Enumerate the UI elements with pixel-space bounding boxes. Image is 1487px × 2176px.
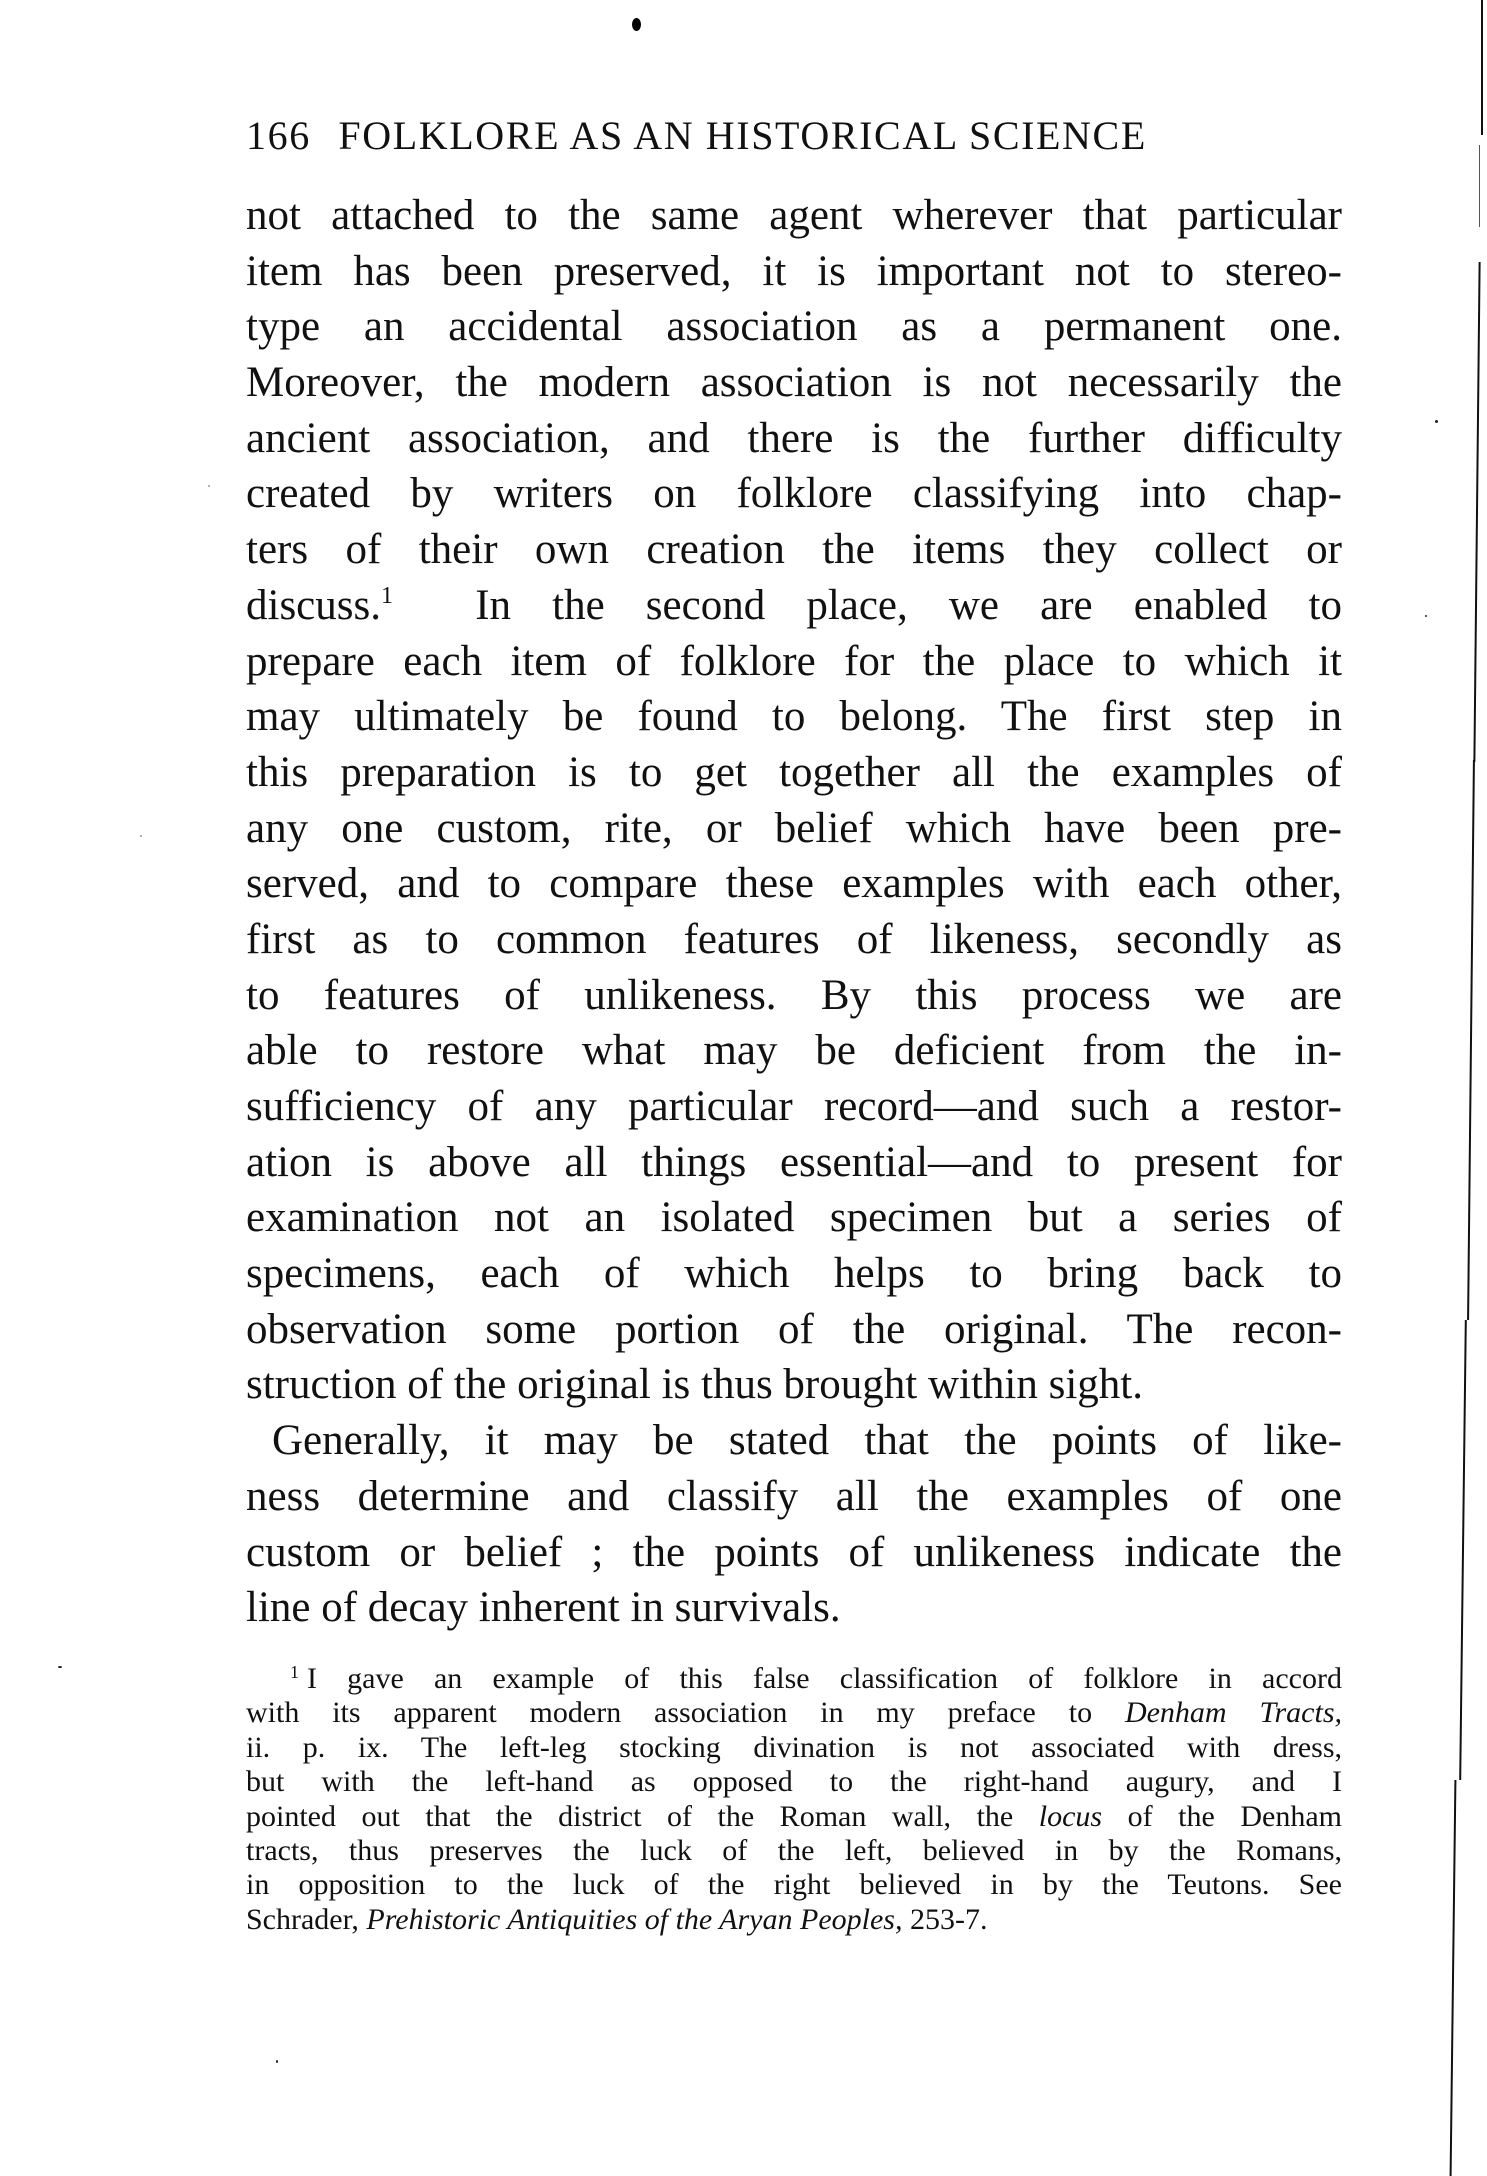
text-line: this preparation is to get together all the examples of (246, 748, 1342, 796)
text-line: sufficiency of any particular record—and such a restor- (246, 1083, 1342, 1130)
text-line: ters of their own creation the items they collect or (246, 526, 1342, 574)
text-fragment: pointed out that the district of the Roman wall, the (246, 1799, 1039, 1833)
page-edge-line (1473, 262, 1480, 762)
footnote-line (246, 1696, 1342, 1730)
scan-speck (276, 2060, 278, 2063)
body-text (246, 188, 1342, 1636)
text-line: served, and to compare these examples with each other, (246, 860, 1342, 908)
page-edge-line (1479, 145, 1480, 227)
scan-speck (140, 835, 142, 837)
footnote-line (246, 1800, 1342, 1834)
text-line: ancient association, and there is the further difficulty (246, 414, 1342, 462)
text-fragment: Schrader, (246, 1902, 367, 1936)
text-line: ation is above all things essential—and to present for (246, 1138, 1342, 1186)
footnote-line: tracts, thus preserves the luck of the left, believed in by the Romans, (246, 1833, 1342, 1867)
footnote-line: ii. p. ix. The left-leg stocking divination is not associated with dress, (246, 1730, 1342, 1764)
running-title: FOLKLORE AS AN HISTORICAL SCIENCE (338, 113, 1147, 158)
footnote-line (246, 1903, 1342, 1937)
text-line: to features of unlikeness. By this process we are (246, 971, 1342, 1019)
text-line: Generally, it may be stated that the points of like- (272, 1417, 1342, 1465)
text-line: type an accidental association as a permanent one. (246, 303, 1342, 351)
footnote-marker: 1 (290, 1662, 299, 1682)
italic-title: Denham Tracts, (1124, 1696, 1342, 1730)
text-line: ness determine and classify all the examples of one (246, 1472, 1342, 1520)
text-line: prepare each item of folklore for the place to which it (246, 637, 1342, 685)
text-line: struction of the original is thus brought within sight. (246, 1361, 1143, 1409)
text-line: any one custom, rite, or belief which have been pre- (246, 804, 1342, 852)
italic-title: Prehistoric Antiquities of the Aryan Peoples, (366, 1902, 903, 1936)
page-edge-line (1481, 0, 1483, 135)
text-line: may ultimately be found to belong. The first step in (246, 693, 1342, 741)
text-fragment: of the Denham (1102, 1799, 1342, 1833)
scan-speck (1435, 420, 1438, 423)
text-fragment: I gave an example of this false classification of folklore in accord (307, 1662, 1342, 1695)
page-edge-line (1467, 760, 1475, 1320)
text-line: not attached to the same agent wherever that particular (246, 192, 1342, 239)
text-line: Moreover, the modern association is not necessarily the (246, 359, 1342, 407)
text-line: specimens, each of which helps to bring back to (246, 1250, 1342, 1298)
text-line: custom or belief ; the points of unlikeness indicate the (246, 1528, 1342, 1576)
ink-dot-mark (632, 18, 641, 31)
text-line: able to restore what may be deficient from the in- (246, 1027, 1342, 1075)
page-edge-line (1459, 1320, 1467, 1780)
text-line: item has been preserved, it is important not to stereo- (246, 247, 1342, 295)
text-line: examination not an isolated specimen but a series of (246, 1194, 1342, 1242)
footnote-reference[interactable]: 1 (380, 582, 393, 609)
footnote (246, 1662, 1342, 1937)
scan-speck (58, 1666, 62, 1668)
footnote-line (246, 1662, 1342, 1696)
text-line: observation some portion of the original. The recon- (246, 1305, 1342, 1353)
running-header (246, 112, 1266, 160)
italic-word: locus (1038, 1799, 1103, 1833)
text-line-with-footnote-ref (246, 578, 1342, 634)
text-fragment: In the second place, we are enabled to (475, 581, 1342, 629)
scan-speck (208, 485, 210, 487)
text-line: first as to common features of likeness, secondly as (246, 915, 1342, 963)
page-edge-line (1450, 1780, 1457, 2176)
footnote-line: in opposition to the luck of the right believed in by the Teutons. See (246, 1868, 1342, 1902)
text-line: line of decay inherent in survivals. (246, 1584, 841, 1632)
text-line: created by writers on folklore classifying into chap- (246, 470, 1342, 518)
text-fragment: with its apparent modern association in my preface to (246, 1696, 1125, 1730)
text-fragment: discuss. (246, 581, 381, 629)
footnote-line: but with the left-hand as opposed to the right-hand augury, and I (246, 1765, 1342, 1799)
page-number: 166 (246, 113, 311, 158)
scan-speck (1425, 615, 1427, 617)
text-fragment: 253-7. (902, 1902, 988, 1936)
